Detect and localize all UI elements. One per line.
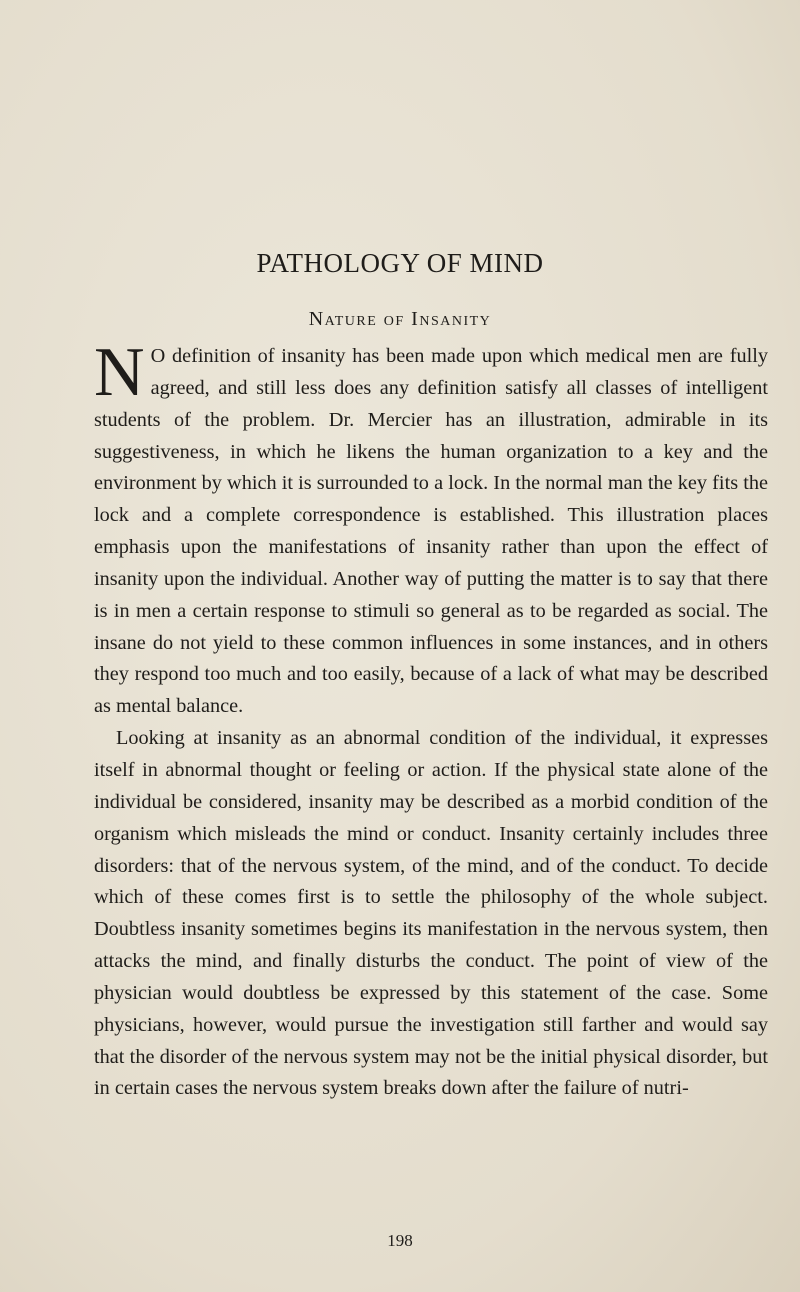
- section-title: Nature of Insanity: [308, 308, 492, 330]
- paragraph-1: [94, 334, 768, 723]
- paragraph-2: Looking at insanity as an abnormal condition of the individual, it expresses itself in abnormal thought or feeling or action. If the physical state alone of the individual be considered, insanity may be described as a morbid condition of the organism which misleads the mind or conduct. Insanity certainly includes three disorders: that of the nervous system, of the mind, and of the conduct. To decide which of these comes first is to settle the philosophy of the whole subject. Doubtless insanity sometimes begins its manifestation in the nervous system, then attacks the mind, and finally disturbs the conduct. The point of view of the physician would doubtless be expressed by this statement of the case. Some physicians, however, would pursue the investigation still farther and would say that the disorder of the nervous system may not be the initial physical disorder, but in certain cases the nervous system breaks down after the failure of nutri-: [94, 727, 768, 1100]
- chapter-title: PATHOLOGY OF MIND: [256, 248, 544, 278]
- page-number: 198: [387, 1231, 413, 1250]
- drop-cap: N: [94, 334, 145, 411]
- paragraph-1-text: O definition of insanity has been made upon which medical men are fully agreed, and still less does any definition satisfy all classes of intelligent students of the problem. Dr. Mercier has an illustration, admirable in its suggestiveness, in which he likens the human organization to a key and the environment by which it is surrounded to a lock. In the normal man the key fits the lock and a complete correspondence is established. This illustration places emphasis upon the manifestations of insanity rather than upon the effect of insanity upon the individual. Another way of putting the matter is to say that there is in men a certain response to stimuli so general as to be regarded as social. The insane do not yield to these common influences in some instances, and in others they respond too much and too easily, because of a lack of what may be described as mental balance.: [94, 345, 768, 718]
- body-text: [94, 334, 768, 1105]
